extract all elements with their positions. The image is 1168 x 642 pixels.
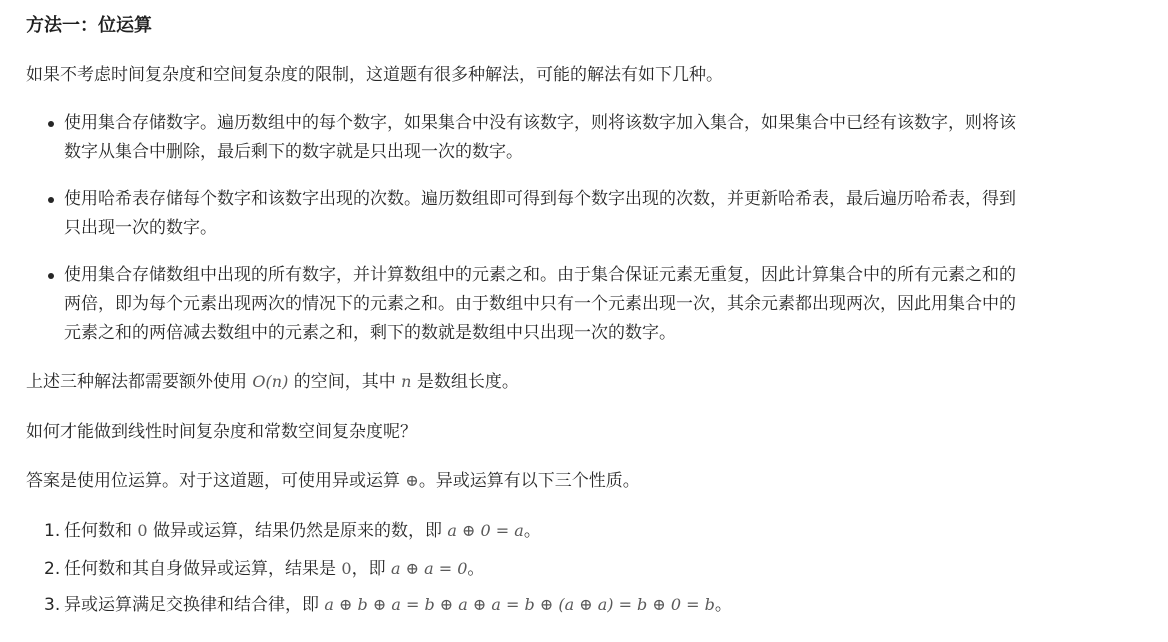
bullet-text-line: 两倍，即为每个元素出现两次的情况下的元素之和。由于数组中只有一个元素出现一次，其余元素都出现两次，因此用集合中的 — [64, 294, 1016, 314]
math-n: n — [401, 372, 412, 391]
math-formula: a ⊕ 0 = a — [447, 521, 524, 540]
bullet-text-line: 使用集合存储数字。遍历数组中的每个数字，如果集合中没有该数字，则将该数字加入集合，如果集合中已经有该数字，则将该 — [64, 113, 1016, 133]
property-item-identity — [44, 517, 541, 545]
text-segment: ，即 — [351, 559, 391, 579]
bullet-text-line: 数字从集合中删除，最后剩下的数字就是只出现一次的数字。 — [64, 142, 523, 162]
answer-paragraph — [26, 467, 640, 495]
text-segment: 任何数和其自身做异或运算，结果是 — [64, 559, 342, 579]
text-segment: 是数组长度。 — [411, 372, 519, 392]
bullet-item-sum — [64, 261, 1144, 348]
bullet-dot-icon — [48, 273, 54, 279]
bullet-text-line: 使用哈希表存储每个数字和该数字出现的次数。遍历数组即可得到每个数字出现的次数，并更新哈希表，最后遍历哈希表，得到 — [64, 189, 1016, 209]
list-number: 2. — [44, 559, 61, 579]
math-formula: a ⊕ b ⊕ a = b ⊕ a ⊕ a = b ⊕ (a ⊕ a) = b ⊕ 0 = b — [324, 595, 715, 614]
bullet-item-set — [64, 109, 1144, 167]
intro-paragraph: 如果不考虑时间复杂度和空间复杂度的限制，这道题有很多种解法，可能的解法有如下几种。 — [26, 65, 723, 85]
bullet-text-line: 元素之和的两倍减去数组中的元素之和，剩下的数就是数组中只出现一次的数字。 — [64, 323, 676, 343]
text-segment: 。 — [523, 521, 541, 541]
text-segment: 做异或运算，结果仍然是原来的数，即 — [147, 521, 448, 541]
property-item-commutative — [44, 591, 732, 619]
text-segment: 的空间，其中 — [288, 372, 402, 392]
text-segment: 。 — [467, 559, 485, 579]
question-paragraph: 如何才能做到线性时间复杂度和常数空间复杂度呢？ — [26, 422, 417, 442]
bullet-dot-icon — [48, 197, 54, 203]
bullet-text-line: 只出现一次的数字。 — [64, 218, 217, 238]
text-segment: 任何数和 — [64, 521, 138, 541]
bullet-dot-icon — [48, 121, 54, 127]
list-number: 3. — [44, 595, 61, 615]
property-item-self-inverse — [44, 555, 484, 583]
math-formula: a ⊕ a = 0 — [391, 559, 468, 578]
section-heading: 方法一：位运算 — [26, 15, 152, 36]
bullet-item-hashmap — [64, 185, 1144, 243]
bullet-text-line: 使用集合存储数组中出现的所有数字，并计算数组中的元素之和。由于集合保证元素无重复，因此计算集合中的所有元素之和的 — [64, 265, 1016, 285]
text-segment: 。异或运算有以下三个性质。 — [418, 471, 640, 491]
text-segment: 。 — [714, 595, 732, 615]
list-number: 1. — [44, 521, 61, 541]
math-zero: 0 — [341, 559, 352, 578]
space-complexity-paragraph — [26, 368, 519, 396]
text-segment: 异或运算满足交换律和结合律，即 — [64, 595, 325, 615]
text-segment: 答案是使用位运算。对于这道题，可使用异或运算 — [26, 471, 406, 491]
math-big-o: O(n) — [252, 372, 289, 391]
math-xor-symbol: ⊕ — [405, 471, 419, 490]
text-segment: 上述三种解法都需要额外使用 — [26, 372, 253, 392]
math-zero: 0 — [137, 521, 148, 540]
